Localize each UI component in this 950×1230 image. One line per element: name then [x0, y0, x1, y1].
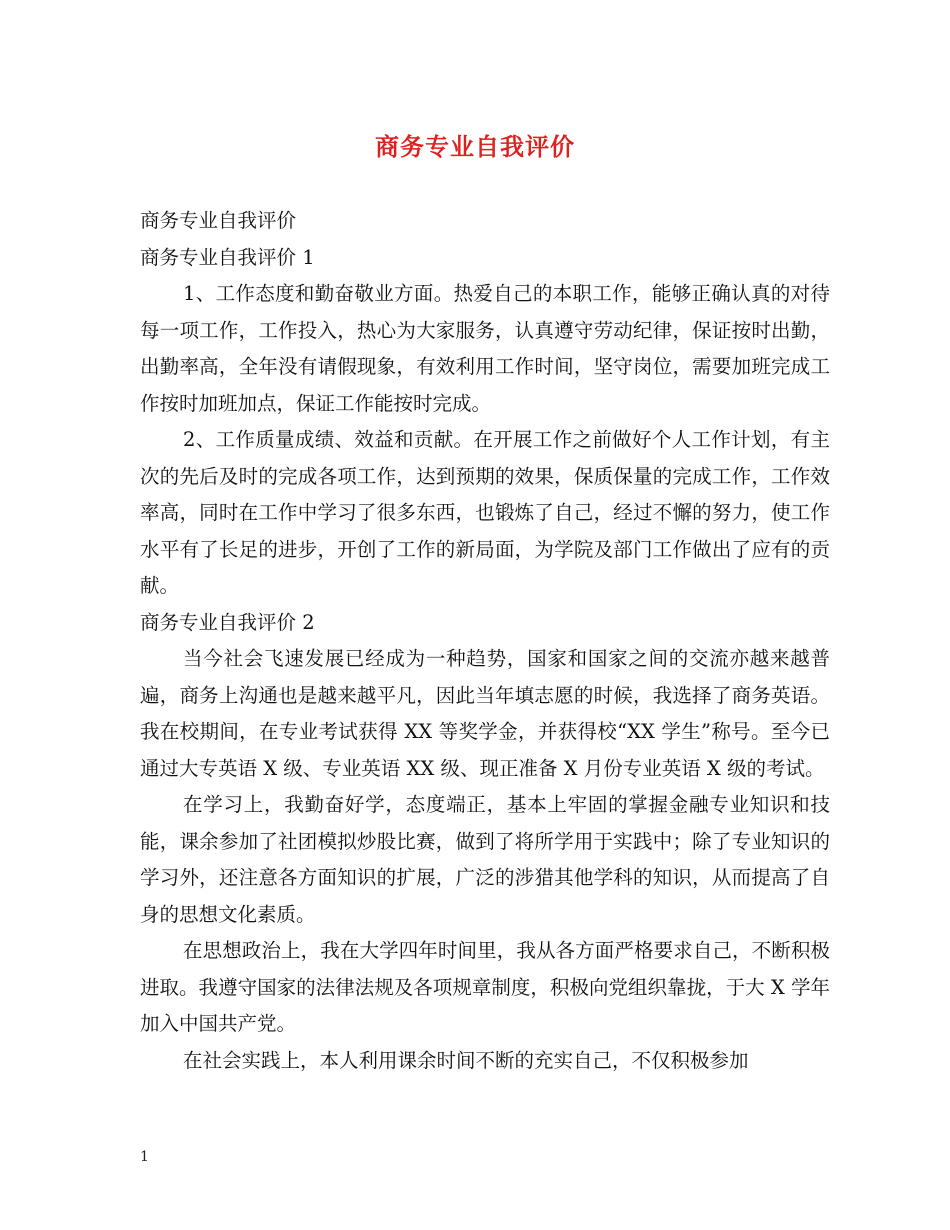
section-heading: 商务专业自我评价 1 — [140, 245, 315, 269]
section-heading: 商务专业自我评价 2 — [140, 610, 315, 634]
body-paragraph: 2、工作质量成绩、效益和贡献。在开展工作之前做好个人工作计划，有主次的先后及时的完成各项工作，达到预期的效果，保质保量的完成工作，工作效率高，同时在工作中学习了很多东西，也锻炼了自己，经过不懈的努力，使工作水平有了长足的进步，开创了工作的新局面，为学院及部门工作做出了应有的贡献。 — [140, 428, 830, 597]
body-paragraph: 在学习上，我勤奋好学，态度端正，基本上牢固的掌握金融专业知识和技能，课余参加了社团模拟炒股比赛，做到了将所学用于实践中；除了专业知识的学习外，还注意各方面知识的扩展，广泛的涉猎其他学科的知识，从而提高了自身的思想文化素质。 — [140, 793, 830, 926]
section-heading: 商务专业自我评价 — [140, 209, 297, 232]
body-paragraph: 在社会实践上，本人利用课余时间不断的充实自己，不仅积极参加 — [183, 1048, 749, 1072]
body-paragraph: 在思想政治上，我在大学四年时间里，我从各方面严格要求自己，不断积极进取。我遵守国家的法律法规及各项规章制度，积极向党组织靠拢，于大 X 学年加入中国共产党。 — [140, 939, 830, 1035]
body-paragraph: 1、工作态度和勤奋敬业方面。热爱自己的本职工作，能够正确认真的对待每一项工作，工作投入，热心为大家服务，认真遵守劳动纪律，保证按时出勤，出勤率高，全年没有请假现象，有效利用工作时间，坚守岗位，需要加班完成工作按时加班加点，保证工作能按时完成。 — [140, 282, 830, 415]
document-title: 商务专业自我评价 — [375, 132, 575, 161]
body-paragraph: 当今社会飞速发展已经成为一种趋势，国家和国家之间的交流亦越来越普遍，商务上沟通也是越来越平凡，因此当年填志愿的时候，我选择了商务英语。我在校期间，在专业考试获得 XX 等奖学金，并获得校“XX 学生”称号。至今已通过大专英语 X 级、专业英语 XX 级、现正准备 X 月份专业英语 X 级的考试。 — [140, 647, 830, 780]
document-body — [140, 203, 830, 1079]
page-number: 1 — [140, 1149, 149, 1165]
